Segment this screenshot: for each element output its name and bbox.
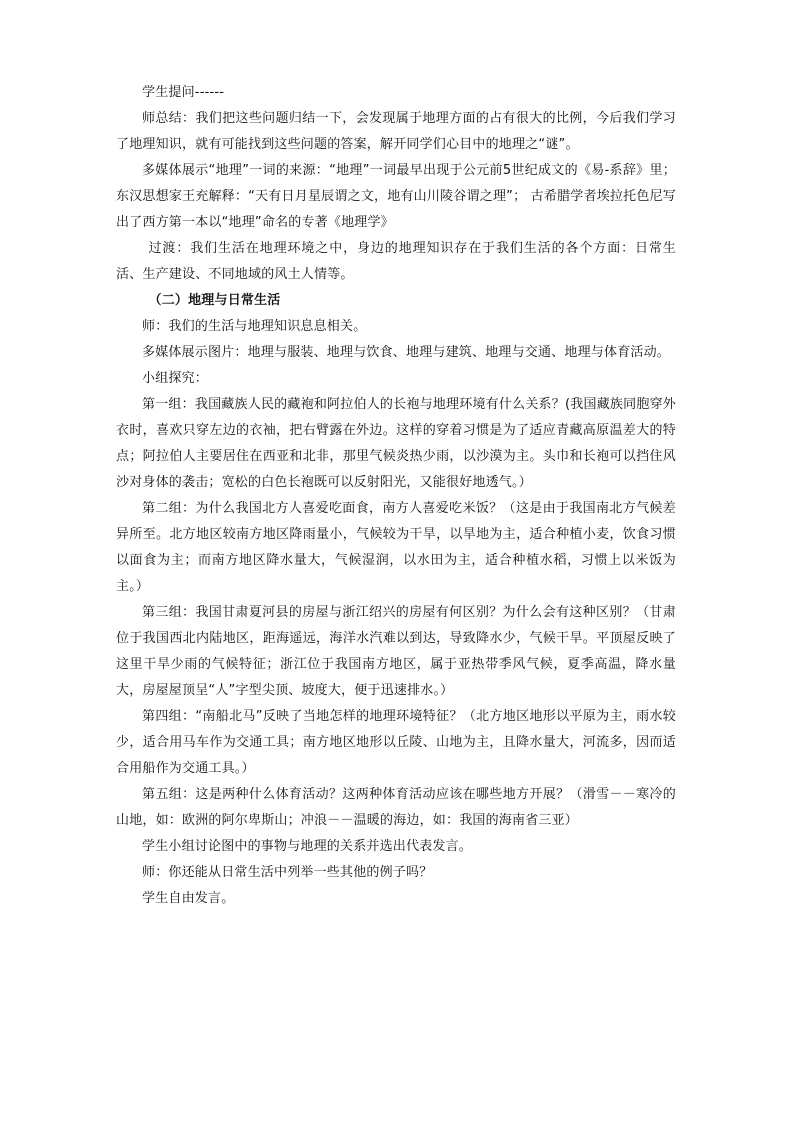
document-body [116,80,676,912]
paragraph-group-one: 第一组：我国藏族人民的藏袍和阿拉伯人的长袍与地理环境有什么关系？(我国藏族同胞穿外衣时，喜欢只穿左边的衣袖，把右臂露在外边。这样的穿着习惯是为了适应青藏高原温差大的特点；阿拉伯人主要居住在西亚和北非，那里气候炎热少雨，以沙漠为主。头巾和长袍可以挡住风沙对身体的袭击；宽松的白色长袍既可以反射阳光，又能很好地透气。） [116,397,676,490]
paragraph-group-inquiry: 小组探究： [142,371,209,386]
paragraph-student-speech: 学生自由发言。 [142,891,235,906]
paragraph-group-five: 第五组：这是两种什么体育活动？这两种体育活动应该在哪些地方开展？（滑雪－－寒冷的山地，如：欧洲的阿尔卑斯山；冲浪－－温暖的海边，如：我国的海南省三亚） [116,787,676,828]
paragraph-group-two: 第二组：为什么我国北方人喜爱吃面食，南方人喜爱吃米饭？（这是由于我国南北方气候差异所至。北方地区较南方地区降雨量小，气候较为干旱，以旱地为主，适合种植小麦，饮食习惯以面食为主；而南方地区降水量大，气候湿润，以水田为主，适合种植水稻，习惯上以米饭为主。） [116,501,676,594]
paragraph-group-discussion: 学生小组讨论图中的事物与地理的关系并选出代表发言。 [142,839,473,854]
paragraph-teacher-question: 师：你还能从日常生活中列举一些其他的例子吗？ [142,865,433,880]
paragraph-teacher-summary: 师总结：我们把这些问题归结一下，会发现属于地理方面的占有很大的比例，今后我们学习了地理知识，就有可能找到这些问题的答案，解开同学们心目中的地理之“谜”。 [116,111,676,152]
paragraph-transition: 过渡：我们生活在地理环境之中，身边的地理知识存在于我们生活的各个方面：日常生活、生产建设、不同地域的风土人情等。 [116,241,676,282]
paragraph-student-questions: 学生提问------ [142,85,225,100]
paragraph-geography-origin: 多媒体展示“地理”一词的来源：“地理”一词最早出现于公元前5世纪成文的《易-系辞》里；东汉思想家王充解释：“天有日月星辰谓之文，地有山川陵谷谓之理”； 古希腊学者埃拉托色尼写出了西方第一本以“地理”命名的专著《地理学》 [116,163,676,230]
paragraph-group-three: 第三组：我国甘肃夏河县的房屋与浙江绍兴的房屋有何区别？为什么会有这种区别？（甘肃位于我国西北内陆地区，距海遥远，海洋水汽难以到达，导致降水少，气候干旱。平顶屋反映了这里干旱少雨的气候特征；浙江位于我国南方地区，属于亚热带季风气候，夏季高温，降水量大，房屋屋顶呈“人”字型尖顶、坡度大，便于迅速排水。） [116,605,676,698]
paragraph-multimedia-images: 多媒体展示图片：地理与服装、地理与饮食、地理与建筑、地理与交通、地理与体育活动。 [142,345,671,360]
section-heading: （二）地理与日常生活 [148,293,281,308]
paragraph-group-four: 第四组：“南船北马”反映了当地怎样的地理环境特征？（北方地区地形以平原为主，雨水较少，适合用马车作为交通工具；南方地区地形以丘陵、山地为主，且降水量大，河流多，因而适合用船作为交通工具。） [116,709,676,776]
paragraph-teacher-intro: 师：我们的生活与地理知识息息相关。 [142,319,367,334]
